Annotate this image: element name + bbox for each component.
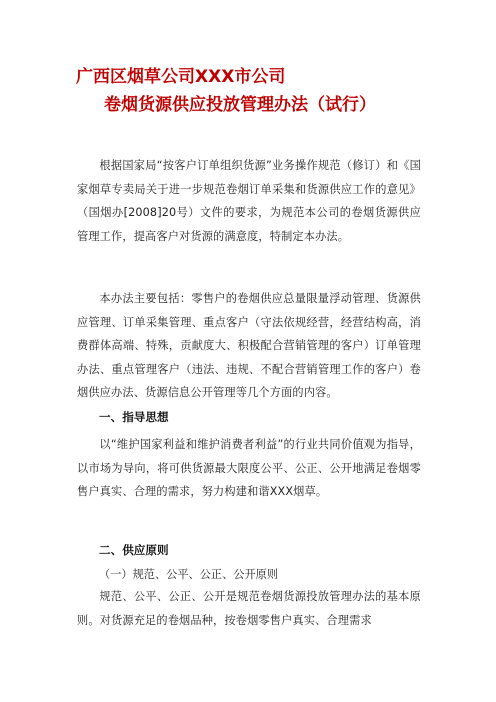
document-title-line-2: 卷烟货源供应投放管理办法（试行） xyxy=(104,95,376,115)
paragraph-guiding-principle: 以“维护国家利益和维护消费者利益”的行业共同价值观为指导，以市场为导向，将可供货源最大限度公平、公正、公开地满足卷烟零售户真实、合理的需求，努力构建和谐XXX烟草。 xyxy=(77,438,421,499)
section-heading-guiding-principle: 一、指导思想 xyxy=(99,410,169,424)
paragraph-intro: 根据国家局“按客户订单组织货源”业务操作规范（修订）和《国家烟草专卖局关于进一步规范卷烟订单采集和货源供应工作的意见》（国烟办[2008]20号）文件的要求，为规范本公司的卷烟货源供应管理工作，提高客户对货源的满意度，特制定本办法。 xyxy=(77,159,421,243)
paragraph-scope: 本办法主要包括：零售户的卷烟供应总量限量浮动管理、货源供应管理、订单采集管理、重点客户（守法依规经营，经营结构高，消费群体高端、特殊，贡献度大、积极配合营销管理的客户）订单管理办法、重点管理客户（违法、违规、不配合营销管理工作的客户）卷烟供应办法、货源信息公开管理等几个方面的内容。 xyxy=(77,292,421,400)
section-heading-supply-principles: 二、供应原则 xyxy=(99,543,169,557)
subsection-heading-fairness: （一）规范、公平、公正、公开原则 xyxy=(99,568,279,581)
document-title-line-1: 广西区烟草公司XXX市公司 xyxy=(76,67,286,87)
paragraph-fairness: 规范、公平、公正、公开是规范卷烟货源投放管理办法的基本原则。对货源充足的卷烟品种，按卷烟零售户真实、合理需求 xyxy=(77,590,421,627)
